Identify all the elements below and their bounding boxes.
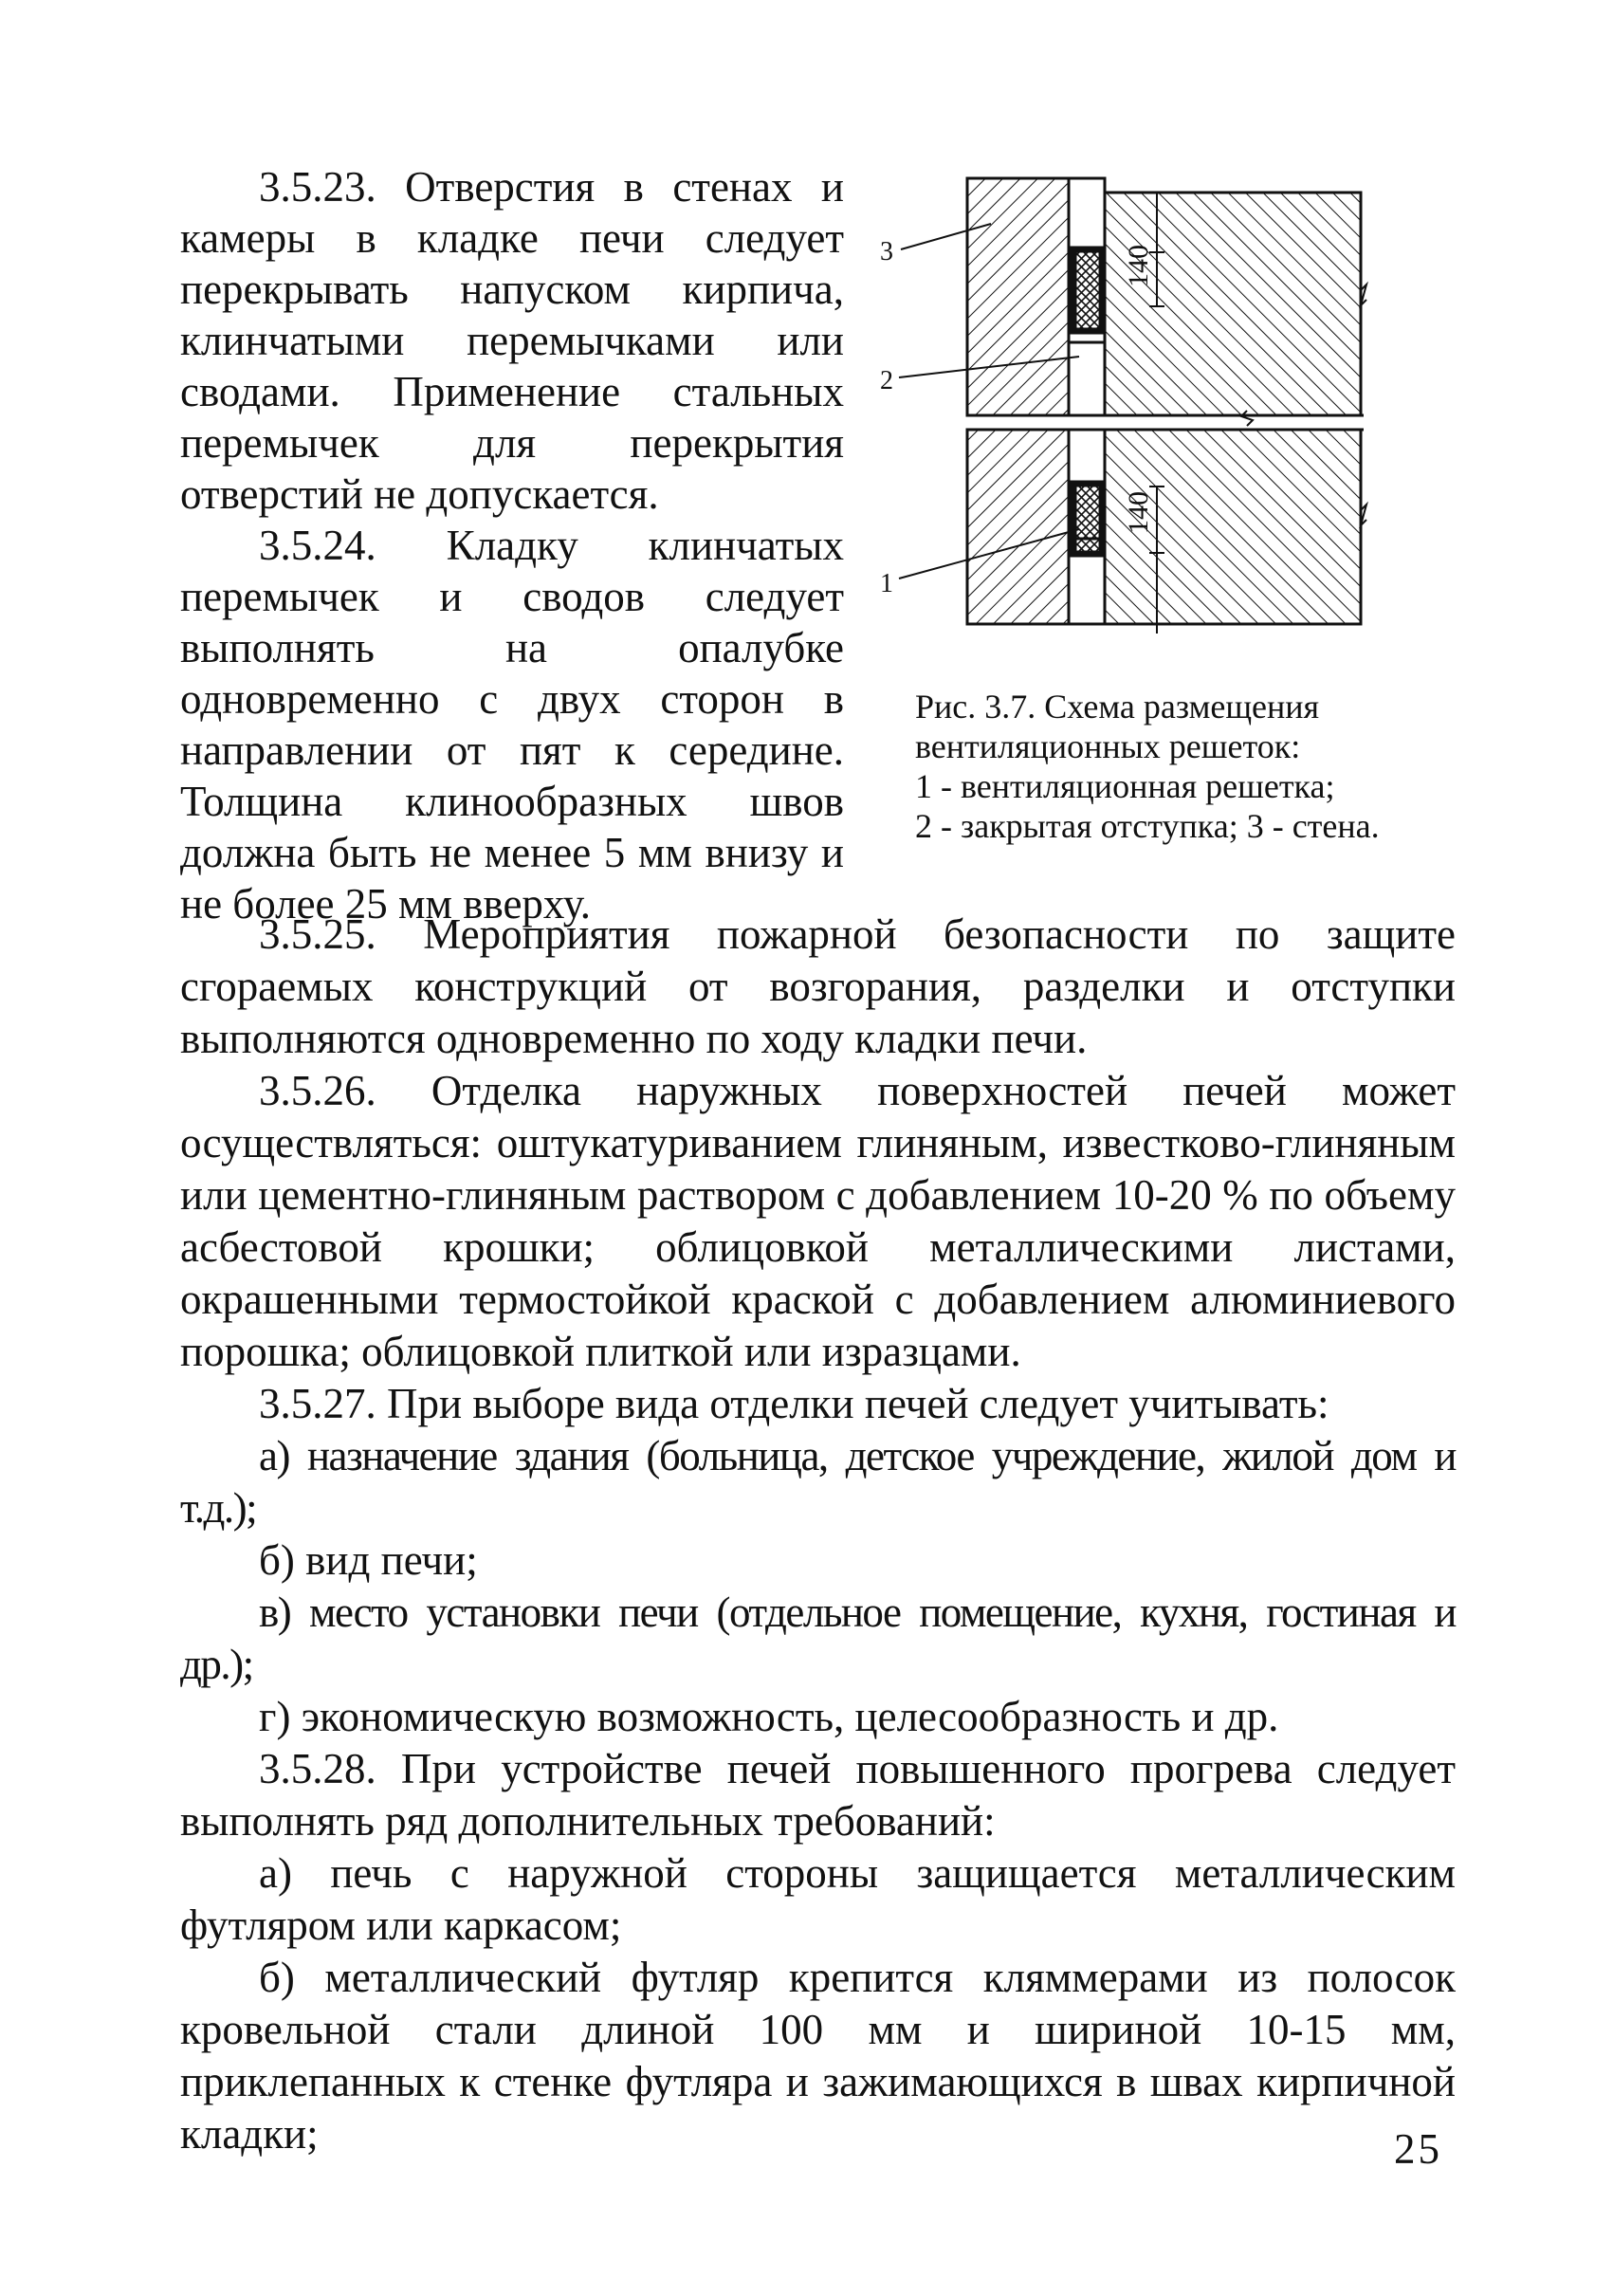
caption-title: Рис. 3.7. Схема размещения — [915, 688, 1320, 726]
list-item-3-5-27-a: а) назначение здания (больница, детское учреждение, жилой дом и т.д.); — [180, 1432, 1456, 1532]
caption-item-1: 1 - вентиляционная решетка; — [915, 767, 1335, 805]
paragraph-3-5-26: 3.5.26. Отделка наружных поверхностей печей может осуществляться: оштукатуриванием глиняным, известково-глиняным или цементно-глиняным раствором с добавлением 10-20 % по объему асбестовой крошки; облицовкой металлическими листами, окрашенными термостойкой краской с добавлением алюминиевого порошка; облицовкой плиткой или изразцами. — [180, 1067, 1456, 1375]
callout-3: 3 — [880, 237, 893, 266]
wall-section-diagram — [872, 169, 1441, 643]
list-item-3-5-27-d: г) экономическую возможность, целесообразность и др. — [259, 1693, 1279, 1740]
caption-title-cont: вентиляционных решеток: — [915, 727, 1301, 765]
caption-item-2: 2 - закрытая отступка; 3 - стена. — [915, 807, 1380, 845]
list-item-3-5-27-c: в) место установки печи (отдельное помещение, кухня, гостиная и др.); — [180, 1589, 1456, 1688]
wall-lower-left — [967, 430, 1069, 624]
paragraph-3-5-27: 3.5.27. При выборе вида отделки печей следует учитывать: — [259, 1380, 1329, 1427]
wall-upper-left — [967, 178, 1069, 415]
list-item-3-5-28-b: б) металлический футляр крепится кляммерами из полосок кровельной стали длиной 100 мм и шириной 10-15 мм, приклепанных к стенке футляра и зажимающихся в швах кирпичной кладки; — [180, 1954, 1456, 2158]
page-number: 25 — [1394, 2125, 1442, 2173]
callout-1: 1 — [880, 569, 893, 598]
figure-ventilation-grilles — [872, 169, 1441, 643]
ventilation-grille-lower — [1073, 484, 1102, 554]
paragraph-3-5-28: 3.5.28. При устройстве печей повышенного прогрева следует выполнять ряд дополнительных требований: — [180, 1745, 1456, 1845]
callout-2: 2 — [880, 366, 893, 395]
dimension-label-lower: 140 — [1123, 491, 1154, 534]
figure-caption — [915, 687, 1522, 846]
paragraph-3-5-24: 3.5.24. Кладку клинчатых перемычек и сводов следует выполнять на опалубке одновременно с двух сторон в направлении от пят к середине. Толщина клинообразных швов должна быть не менее 5 мм внизу и не более 25 мм вверху. — [180, 522, 844, 928]
paragraph-3-5-25: 3.5.25. Мероприятия пожарной безопасности по защите сгораемых конструкций от возгорания, разделки и отступки выполняются одновременно по ходу кладки печи. — [180, 910, 1456, 1062]
masonry-upper-right — [1105, 193, 1361, 415]
list-item-3-5-28-a: а) печь с наружной стороны защищается металлическим футляром или каркасом; — [180, 1849, 1456, 1949]
list-item-3-5-27-b: б) вид печи; — [259, 1536, 478, 1584]
full-width-text — [180, 909, 1456, 2160]
left-text-column — [180, 161, 844, 929]
dimension-label-upper: 140 — [1123, 245, 1154, 287]
ventilation-grille-upper — [1073, 249, 1102, 331]
paragraph-3-5-23: 3.5.23. Отверстия в стенах и камеры в кладке печи следует перекрывать напуском кирпича, клинчатыми перемычками или сводами. Применение стальных перемычек для перекрытия отверстий не допускается. — [180, 163, 844, 518]
